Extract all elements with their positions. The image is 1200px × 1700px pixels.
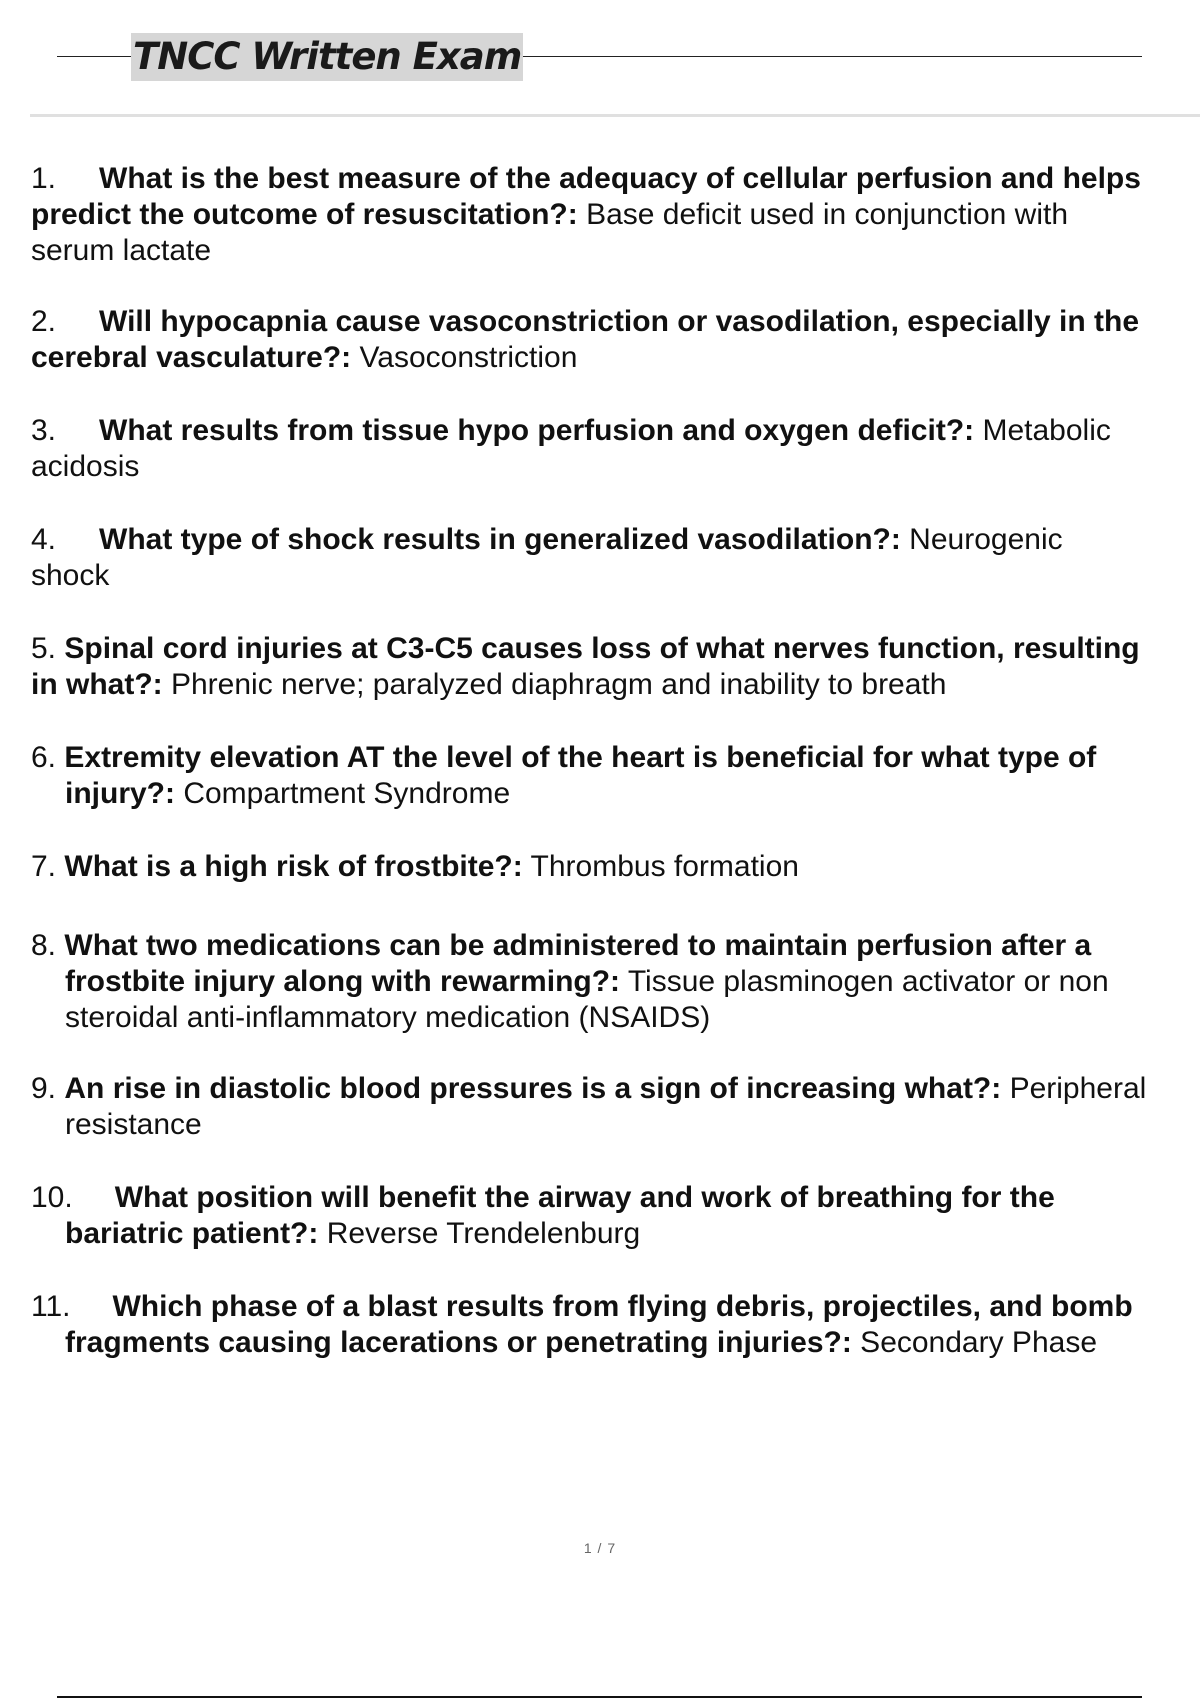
question-text: What type of shock results in generalized vasodilation?: xyxy=(99,523,901,556)
answer-text: Tissue plasminogen activator or non xyxy=(620,965,1109,998)
question-number: 10. xyxy=(31,1181,73,1214)
answer-text: resistance xyxy=(65,1108,202,1141)
question-text: What is the best measure of the adequacy of cellular perfusion and helps xyxy=(99,162,1141,195)
page-number: 1 / 7 xyxy=(583,1540,617,1556)
answer-text: Reverse Trendelenburg xyxy=(318,1217,641,1250)
question-item-2 xyxy=(31,304,1199,376)
question-item-6 xyxy=(31,740,1199,812)
question-text: predict the outcome of resuscitation?: xyxy=(31,198,578,231)
question-item-4 xyxy=(31,522,1199,594)
question-text: What results from tissue hypo perfusion and oxygen deficit?: xyxy=(99,414,975,447)
answer-text: Compartment Syndrome xyxy=(175,777,511,810)
answer-text: Secondary Phase xyxy=(851,1326,1097,1359)
answer-text: Neurogenic xyxy=(900,523,1063,556)
question-text: An rise in diastolic blood pressures is a sign of increasing what?: xyxy=(64,1072,1002,1105)
question-number: 4. xyxy=(31,523,57,556)
answer-text: steroidal anti-inflammatory medication (NSAIDS) xyxy=(65,1001,711,1034)
question-text: in what?: xyxy=(31,668,163,701)
question-item-3 xyxy=(31,413,1199,485)
question-text: What is a high risk of frostbite?: xyxy=(64,850,523,883)
answer-text: Thrombus formation xyxy=(522,850,799,883)
question-text: Will hypocapnia cause vasoconstriction or vasodilation, especially in the xyxy=(99,305,1140,338)
question-number: 3. xyxy=(31,414,57,447)
question-number: 11. xyxy=(31,1290,71,1323)
answer-text: Phrenic nerve; paralyzed diaphragm and inability to breath xyxy=(162,668,947,701)
document-title: TNCC Written Exam xyxy=(131,33,523,81)
question-item-9 xyxy=(31,1071,1199,1143)
question-text: cerebral vasculature?: xyxy=(31,341,352,374)
question-item-7 xyxy=(31,849,1199,885)
question-text: injury?: xyxy=(65,777,175,810)
question-number: 9. xyxy=(31,1072,57,1105)
question-number: 8. xyxy=(31,929,57,962)
question-number: 1. xyxy=(31,162,57,195)
answer-text: Peripheral xyxy=(1001,1072,1147,1105)
question-number: 6. xyxy=(31,741,57,774)
question-item-10 xyxy=(31,1180,1199,1252)
question-text: What position will benefit the airway and work of breathing for the xyxy=(114,1181,1055,1214)
question-number: 2. xyxy=(31,305,57,338)
question-item-8 xyxy=(31,928,1199,1036)
footer-rule xyxy=(57,1696,1142,1698)
question-text: Extremity elevation AT the level of the heart is beneficial for what type of xyxy=(64,741,1097,774)
answer-text: serum lactate xyxy=(31,234,212,267)
question-text: Spinal cord injuries at C3-C5 causes loss of what nerves function, resulting xyxy=(64,632,1140,665)
question-text: Which phase of a blast results from flying debris, projectiles, and bomb xyxy=(112,1290,1133,1323)
question-item-1 xyxy=(31,161,1199,269)
question-text: fragments causing lacerations or penetrating injuries?: xyxy=(65,1326,852,1359)
answer-text: Metabolic xyxy=(974,414,1111,447)
question-number: 5. xyxy=(31,632,57,665)
answer-text: Base deficit used in conjunction with xyxy=(577,198,1069,231)
answer-text: Vasoconstriction xyxy=(351,341,578,374)
question-text: What two medications can be administered to maintain perfusion after a xyxy=(64,929,1092,962)
question-item-5 xyxy=(31,631,1199,703)
answer-text: acidosis xyxy=(31,450,140,483)
question-text: frostbite injury along with rewarming?: xyxy=(65,965,621,998)
question-item-11 xyxy=(31,1289,1199,1361)
answer-text: shock xyxy=(31,559,110,592)
question-text: bariatric patient?: xyxy=(65,1217,319,1250)
question-number: 7. xyxy=(31,850,57,883)
